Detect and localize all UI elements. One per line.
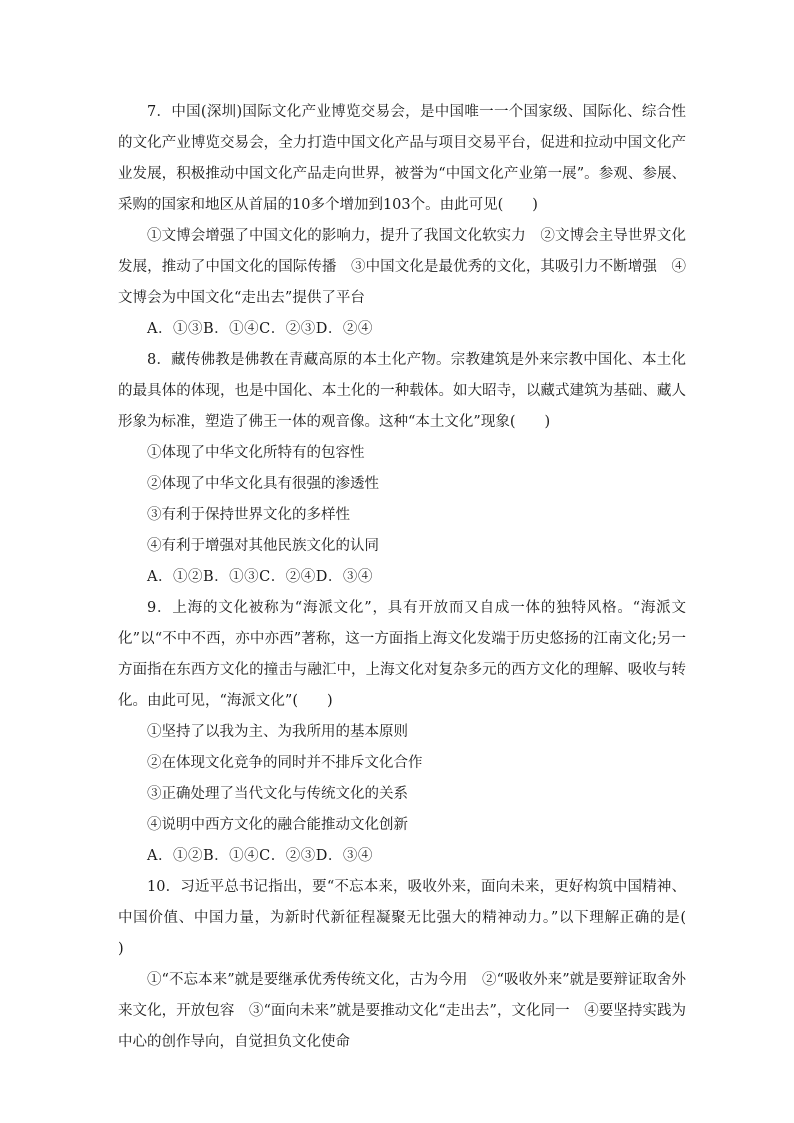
question-7-choices: A．①③B．①④C．②③D．②④ xyxy=(147,321,373,337)
question-8-option: ④有利于增强对其他民族文化的认同 xyxy=(147,538,379,554)
question-8-option: ③有利于保持世界文化的多样性 xyxy=(147,507,350,523)
question-8-option: ②体现了中华文化具有很强的渗透性 xyxy=(147,476,379,492)
question-7-stem: 7．中国(深圳)国际文化产业博览交易会，是中国唯一一个国家级、国际化、综合性的文化产业博览交易会，全力打造中国文化产品与项目交易平台，促进和拉动中国文化产业发展，积极推动中国文化产品走向世界，被誉为“中国文化产业第一展”。参观、参展、采购的国家和地区从首届的10多个增加到103个。由此可见( ) xyxy=(118,104,686,213)
question-8-stem: 8．藏传佛教是佛教在青藏高原的本土化产物。宗教建筑是外来宗教中国化、本土化的最具体的体现，也是中国化、本土化的一种载体。如大昭寺，以藏式建筑为基础、藏人形象为标准，塑造了佛王一体的观音像。这种“本土文化”现象( ) xyxy=(118,352,686,430)
question-9-option: ①坚持了以我为主、为我所用的基本原则 xyxy=(147,724,408,740)
question-8-option: ①体现了中华文化所特有的包容性 xyxy=(147,445,365,461)
question-9-option: ③正确处理了当代文化与传统文化的关系 xyxy=(147,786,408,802)
question-10-stem: 10．习近平总书记指出，要“不忘本来，吸收外来，面向未来，更好构筑中国精神、中国价值、中国力量，为新时代新征程凝聚无比强大的精神动力。”以下理解正确的是( ) xyxy=(118,879,715,957)
question-9-stem: 9．上海的文化被称为“海派文化”，具有开放而又自成一体的独特风格。“海派文化”以“不中不西，亦中亦西”著称，这一方面指上海文化发端于历史悠扬的江南文化;另一方面指在东西方文化的撞击与融汇中，上海文化对复杂多元的西方文化的理解、吸收与转化。由此可见，“海派文化”( ) xyxy=(118,600,686,709)
question-8-choices: A．①②B．①③C．②④D．③④ xyxy=(147,569,373,585)
question-9-choices: A．①②B．①④C．②③D．③④ xyxy=(147,848,373,864)
question-9-option: ②在体现文化竞争的同时并不排斥文化合作 xyxy=(147,755,423,771)
question-9-option: ④说明中西方文化的融合能推动文化创新 xyxy=(147,817,408,833)
question-7-statements: ①文博会增强了中国文化的影响力，提升了我国文化软实力 ②文博会主导世界文化发展，推动了中国文化的国际传播 ③中国文化是最优秀的文化，其吸引力不断增强 ④文博会为中国文化“走出去”提供了平台 xyxy=(118,228,686,306)
question-10-statements: ①“不忘本来”就是要继承优秀传统文化，古为今用 ②“吸收外来”就是要辩证取舍外来文化，开放包容 ③“面向未来”就是要推动文化“走出去”，文化同一 ④要坚持实践为中心的创作导向，自觉担负文化使命 xyxy=(118,972,686,1050)
document-page xyxy=(118,97,715,1058)
